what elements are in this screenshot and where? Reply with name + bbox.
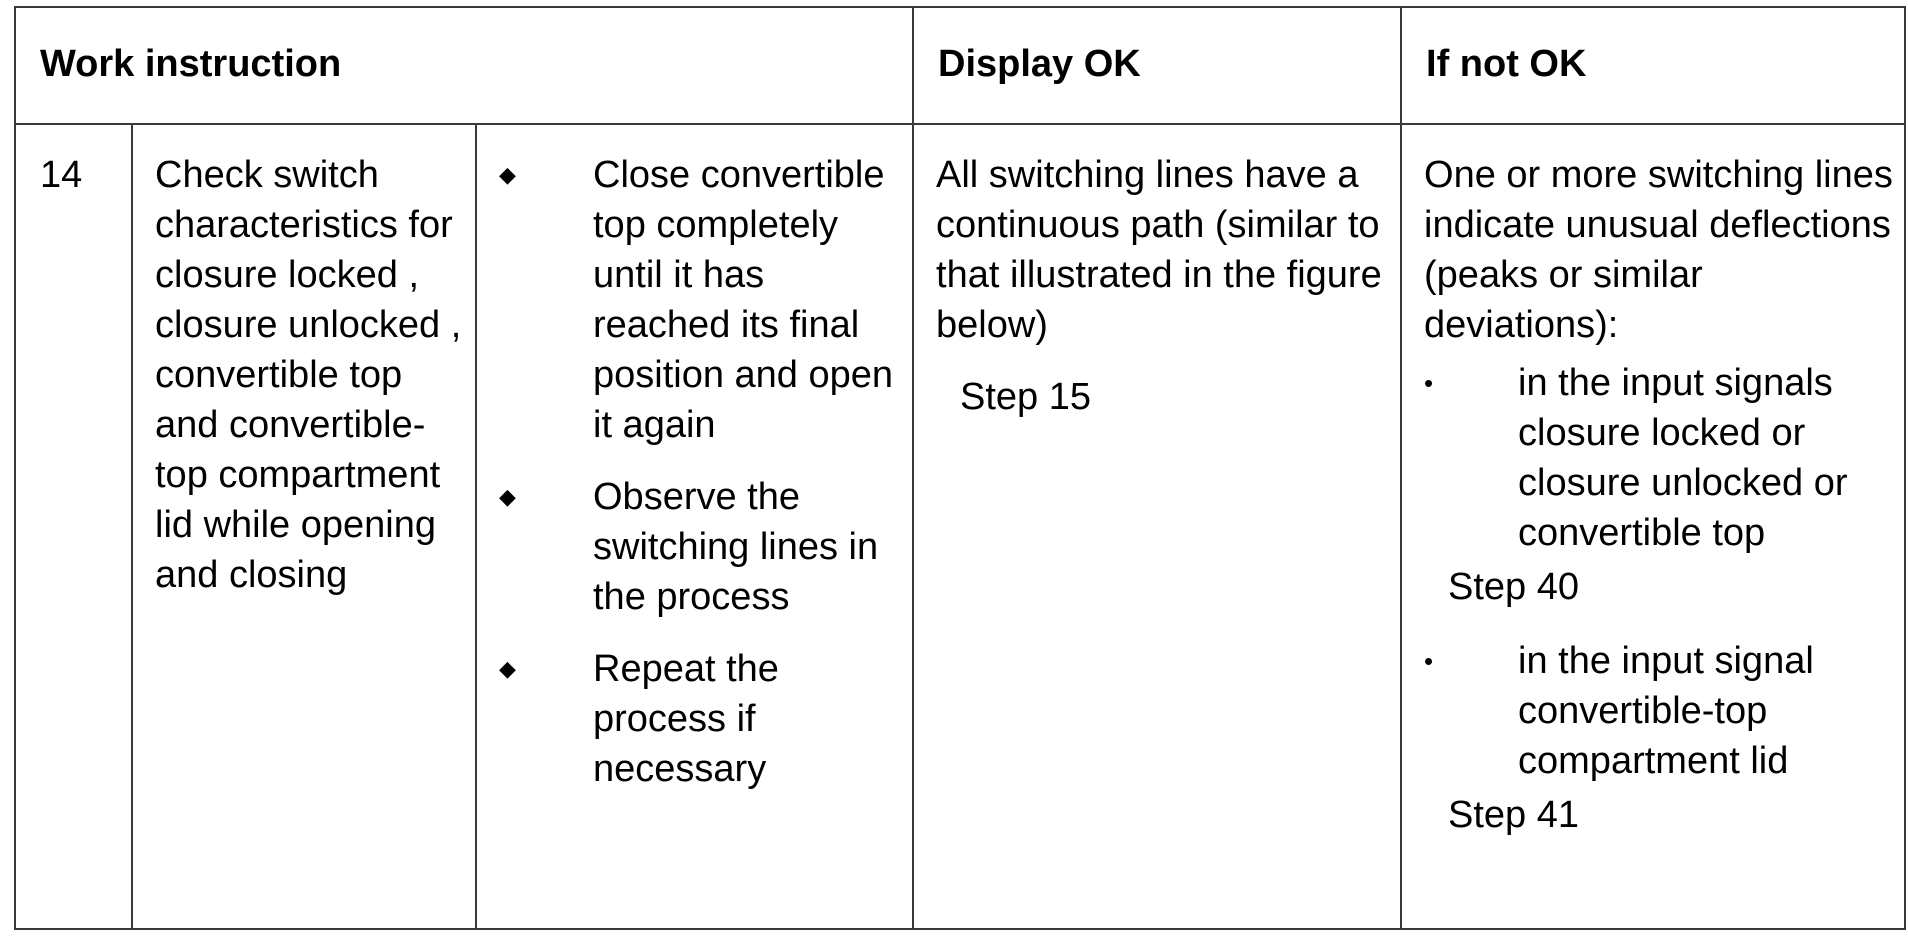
header-work-instruction: Work instruction [15, 7, 913, 124]
work-instruction-table [14, 6, 1906, 930]
not-ok-step: Step 40 [1448, 566, 1580, 608]
diamond-bullet-icon: ◆ [499, 162, 516, 187]
dot-bullet-icon: • [1424, 646, 1434, 676]
step-description: Check switch characteristics for closure locked , closure unlocked , convertible top and convertible-top compartment lid while opening and closing [132, 124, 476, 929]
table-header-row [15, 7, 1905, 124]
list-item [499, 150, 906, 450]
dot-bullet-icon: • [1424, 368, 1434, 398]
not-ok-text: in the input signals closure locked or closure unlocked or convertible top [1518, 362, 1848, 554]
display-ok-step: Step 15 [960, 376, 1092, 418]
table-row [15, 124, 1905, 929]
header-display-ok: Display OK [913, 7, 1401, 124]
if-not-ok-cell [1401, 124, 1905, 929]
step-actions [476, 124, 913, 929]
list-item [499, 644, 906, 794]
display-ok-cell [913, 124, 1401, 929]
if-not-ok-intro: One or more switching lines indicate unusual deflections (peaks or similar deviations): [1424, 154, 1893, 346]
list-item [499, 472, 906, 622]
action-list [499, 150, 906, 794]
diamond-bullet-icon: ◆ [499, 484, 516, 509]
list-item [1424, 636, 1898, 786]
not-ok-list [1424, 358, 1898, 558]
display-ok-text: All switching lines have a continuous path (similar to that illustrated in the figure below) [936, 154, 1382, 346]
not-ok-list [1424, 636, 1898, 786]
action-text: Observe the switching lines in the process [593, 476, 879, 618]
not-ok-step: Step 41 [1448, 794, 1580, 836]
diamond-bullet-icon: ◆ [499, 656, 516, 681]
list-item [1424, 358, 1898, 558]
action-text: Close convertible top completely until it has reached its final position and open it again [593, 154, 894, 446]
action-text: Repeat the process if necessary [593, 648, 779, 790]
step-number: 14 [15, 124, 132, 929]
header-if-not-ok: If not OK [1401, 7, 1905, 124]
not-ok-text: in the input signal convertible-top compartment lid [1518, 640, 1814, 782]
